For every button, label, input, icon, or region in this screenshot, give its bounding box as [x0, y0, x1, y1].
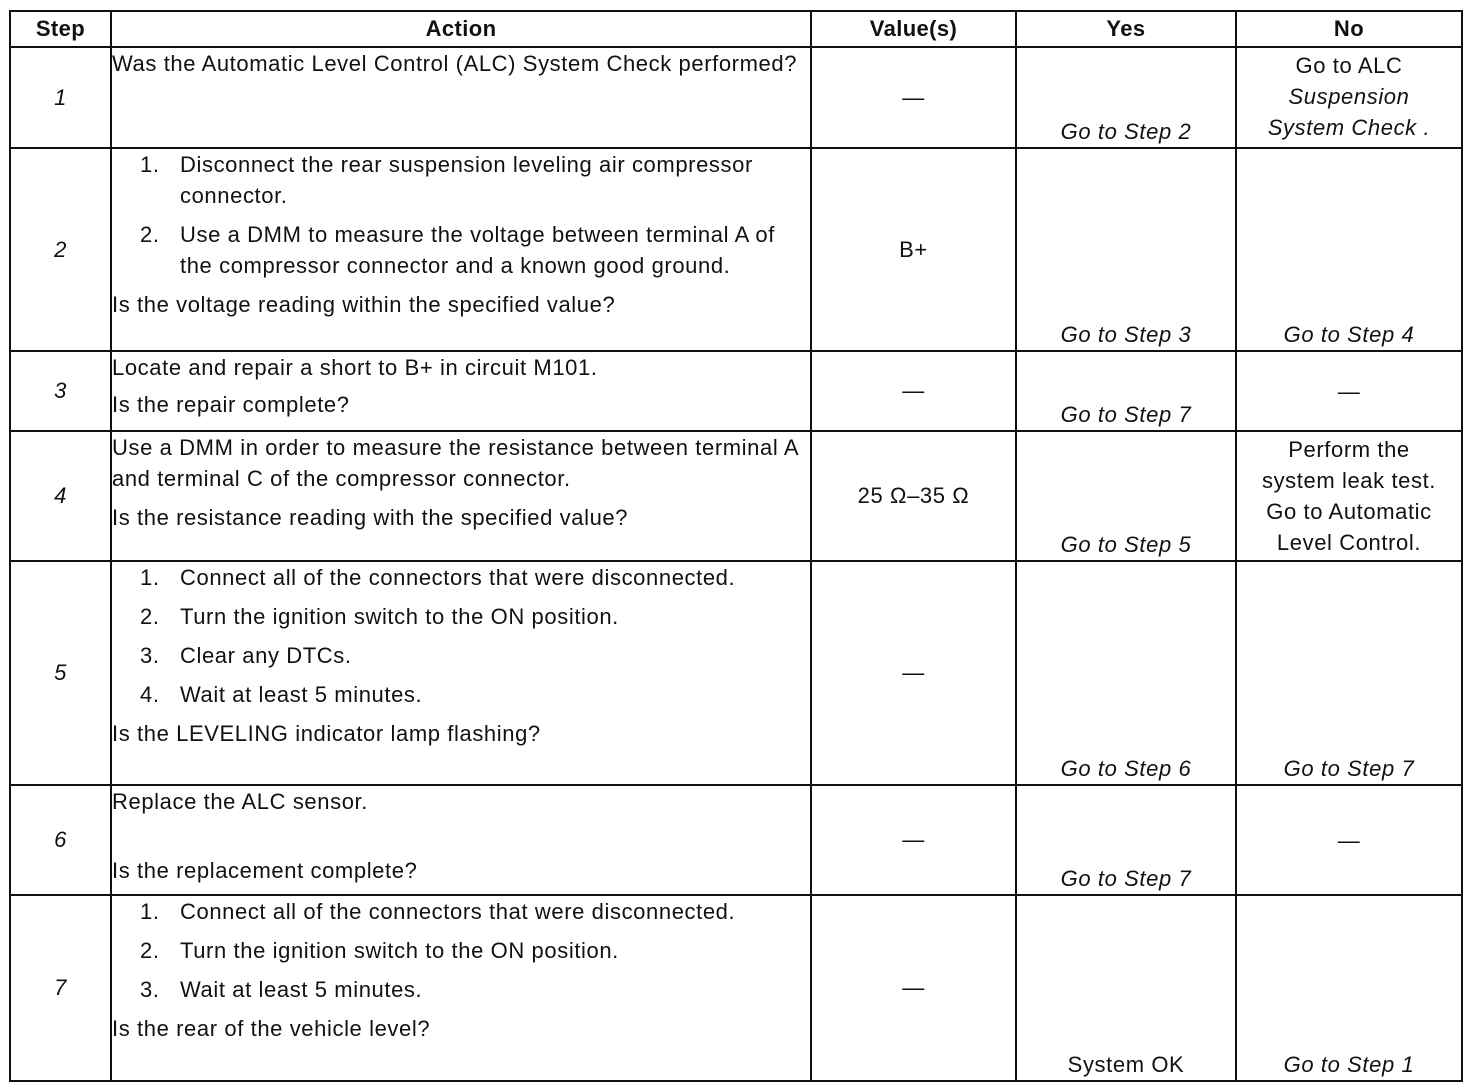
header-step: Step	[10, 11, 111, 47]
list-item	[112, 562, 810, 593]
action-cell	[111, 561, 811, 785]
step-number: 4	[10, 431, 111, 561]
list-item	[112, 149, 810, 211]
diagnostic-table	[9, 10, 1463, 1082]
list-item	[112, 640, 810, 671]
action-text: Replace the ALC sensor.	[112, 789, 368, 814]
header-yes: Yes	[1016, 11, 1236, 47]
list-item	[112, 974, 810, 1005]
item-number: 3.	[140, 643, 160, 668]
action-cell	[111, 431, 811, 561]
table-row	[10, 561, 1462, 785]
no-line: Go to Automatic	[1266, 499, 1432, 524]
action-steps-list	[112, 562, 810, 710]
value-cell: 25 Ω–35 Ω	[811, 431, 1016, 561]
value-cell: —	[811, 351, 1016, 431]
header-no: No	[1236, 11, 1462, 47]
item-number: 2.	[140, 222, 160, 247]
action-question: Is the replacement complete?	[112, 858, 418, 883]
action-cell	[111, 351, 811, 431]
step-number: 5	[10, 561, 111, 785]
table-row	[10, 431, 1462, 561]
value-cell: B+	[811, 148, 1016, 351]
no-cell: Go to Step 1	[1236, 895, 1462, 1081]
item-text: Wait at least 5 minutes.	[180, 977, 423, 1002]
item-text: Turn the ignition switch to the ON position.	[180, 604, 619, 629]
no-line: System Check .	[1267, 115, 1431, 140]
item-number: 4.	[140, 682, 160, 707]
item-text: Wait at least 5 minutes.	[180, 682, 423, 707]
item-number: 3.	[140, 977, 160, 1002]
no-line	[1237, 50, 1461, 81]
action-cell	[111, 785, 811, 895]
action-text: Locate and repair a short to B+ in circuit M101.	[112, 355, 598, 380]
header-values: Value(s)	[811, 11, 1016, 47]
action-cell	[111, 148, 811, 351]
item-number: 1.	[140, 565, 160, 590]
no-line: Perform the	[1288, 437, 1410, 462]
action-cell	[111, 895, 811, 1081]
no-cell: —	[1236, 785, 1462, 895]
table-row	[10, 47, 1462, 148]
value-cell: —	[811, 785, 1016, 895]
yes-cell: Go to Step 7	[1016, 785, 1236, 895]
action-text: Use a DMM in order to measure the resistance between terminal A and terminal C of the compressor connector.	[112, 435, 798, 491]
step-number: 1	[10, 47, 111, 148]
action-cell	[111, 47, 811, 148]
item-number: 1.	[140, 899, 160, 924]
item-number: 2.	[140, 604, 160, 629]
no-line: Level Control.	[1276, 530, 1422, 555]
action-text: Was the Automatic Level Control (ALC) System Check performed?	[112, 51, 798, 76]
yes-cell: Go to Step 5	[1016, 431, 1236, 561]
no-cell	[1236, 431, 1462, 561]
list-item	[112, 219, 810, 281]
step-number: 7	[10, 895, 111, 1081]
table-row	[10, 785, 1462, 895]
list-item	[112, 679, 810, 710]
item-text: Disconnect the rear suspension leveling air compressor connector.	[180, 152, 753, 208]
table-row	[10, 351, 1462, 431]
yes-cell: System OK	[1016, 895, 1236, 1081]
action-question: Is the voltage reading within the specified value?	[112, 292, 616, 317]
value-cell: —	[811, 561, 1016, 785]
action-question: Is the repair complete?	[112, 392, 350, 417]
no-cell: Go to Step 7	[1236, 561, 1462, 785]
list-item	[112, 601, 810, 632]
list-item	[112, 896, 810, 927]
no-cell: Go to Step 4	[1236, 148, 1462, 351]
step-number: 6	[10, 785, 111, 895]
yes-cell: Go to Step 7	[1016, 351, 1236, 431]
action-question: Is the resistance reading with the specified value?	[112, 505, 629, 530]
yes-cell: Go to Step 3	[1016, 148, 1236, 351]
table-row	[10, 895, 1462, 1081]
value-cell: —	[811, 895, 1016, 1081]
item-text: Use a DMM to measure the voltage between terminal A of the compressor connector and a known good ground.	[180, 222, 775, 278]
action-steps-list	[112, 149, 810, 281]
header-action: Action	[111, 11, 811, 47]
no-cell	[1236, 47, 1462, 148]
action-question: Is the LEVELING indicator lamp flashing?	[112, 721, 541, 746]
item-text: Turn the ignition switch to the ON position.	[180, 938, 619, 963]
list-item	[112, 935, 810, 966]
step-number: 3	[10, 351, 111, 431]
no-line: system leak test.	[1261, 468, 1437, 493]
yes-cell: Go to Step 6	[1016, 561, 1236, 785]
yes-cell: Go to Step 2	[1016, 47, 1236, 148]
step-number: 2	[10, 148, 111, 351]
no-text: Go to ALC	[1295, 53, 1403, 78]
no-cell: —	[1236, 351, 1462, 431]
value-cell: —	[811, 47, 1016, 148]
spacer	[112, 817, 810, 855]
action-steps-list	[112, 896, 810, 1005]
table-header-row	[10, 11, 1462, 47]
item-text: Connect all of the connectors that were disconnected.	[180, 565, 736, 590]
no-line: Suspension	[1288, 84, 1410, 109]
item-text: Connect all of the connectors that were disconnected.	[180, 899, 736, 924]
table-row	[10, 148, 1462, 351]
item-text: Clear any DTCs.	[180, 643, 352, 668]
action-question: Is the rear of the vehicle level?	[112, 1016, 431, 1041]
item-number: 1.	[140, 152, 160, 177]
item-number: 2.	[140, 938, 160, 963]
